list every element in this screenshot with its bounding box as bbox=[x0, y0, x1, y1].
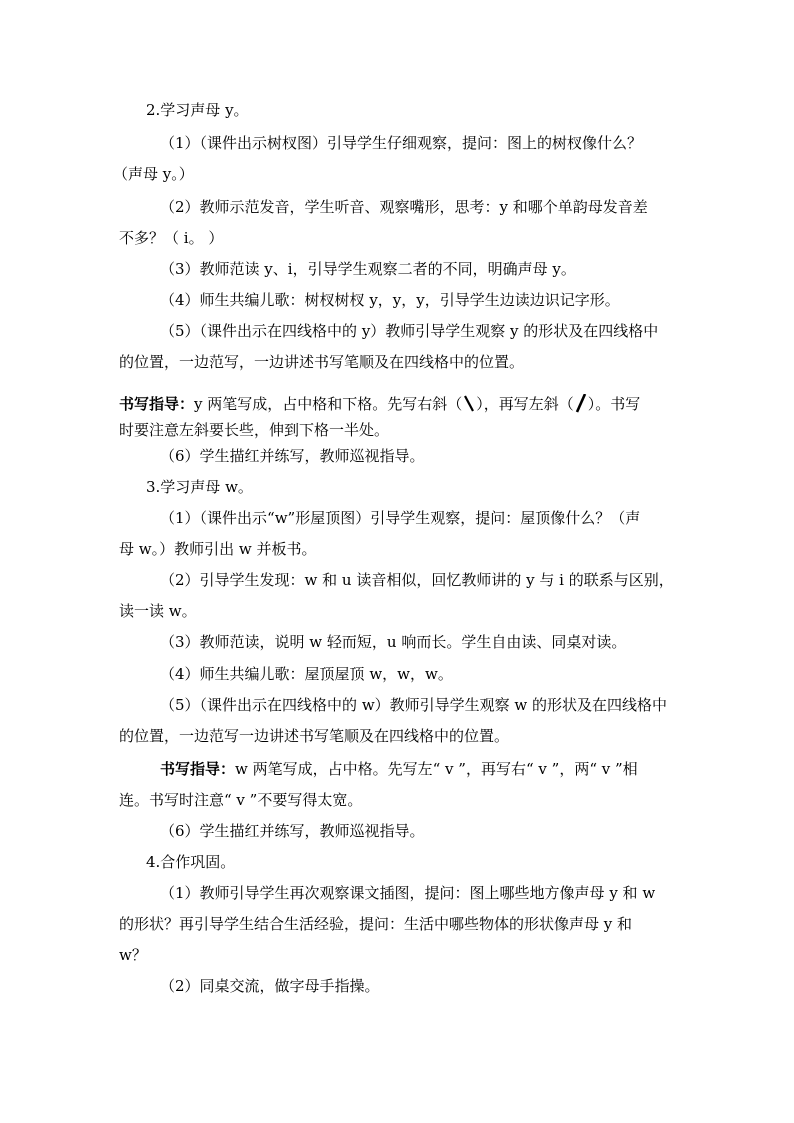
writing-guide-w bbox=[160, 759, 638, 779]
paragraph: （6）学生描红并练写，教师巡视指导。 bbox=[160, 447, 425, 465]
paragraph: （1）（课件出示“w”形屋顶图）引导学生观察，提问：屋顶像什么？（声 bbox=[160, 509, 641, 527]
paragraph: （3）教师范读 y、i，引导学生观察二者的不同，明确声母 y。 bbox=[160, 260, 576, 278]
paragraph: 的形状？再引导学生结合生活经验，提问：生活中哪些物体的形状像声母 y 和 bbox=[119, 915, 633, 933]
paragraph: （5）（课件出示在四线格中的 y）教师引导学生观察 y 的形状及在四线格中 bbox=[160, 322, 659, 340]
paragraph: w？ bbox=[119, 946, 147, 964]
paragraph: （3）教师范读，说明 w 轻而短，u 响而长。学生自由读、同桌对读。 bbox=[160, 633, 627, 651]
paragraph: （4）师生共编儿歌：树杈树杈 y，y，y，引导学生边读边识记字形。 bbox=[160, 291, 620, 309]
paragraph: （2）同桌交流，做字母手指操。 bbox=[160, 977, 380, 995]
writing-guide-text: ），再写左斜（ bbox=[476, 395, 574, 413]
paragraph: （2）教师示范发音，学生听音、观察嘴形，思考：y 和哪个单韵母发音差 bbox=[160, 198, 648, 216]
paragraph: （声母 y。） bbox=[113, 165, 194, 183]
paragraph: 读一读 w。 bbox=[119, 602, 197, 620]
writing-guide-label: 书写指导： bbox=[119, 395, 195, 413]
writing-guide-text: ）。书写 bbox=[587, 395, 641, 413]
paragraph: 连。书写时注意“ v ”不要写得太宽。 bbox=[119, 791, 363, 809]
right-slant-stroke-icon bbox=[462, 394, 476, 412]
paragraph: 的位置，一边范写，一边讲述书写笔顺及在四线格中的位置。 bbox=[119, 353, 525, 371]
section-heading-w: 3.学习声母 w。 bbox=[146, 478, 253, 496]
section-heading-y: 2.学习声母 y。 bbox=[146, 101, 249, 119]
paragraph: （1）（课件出示树杈图）引导学生仔细观察，提问：图上的树杈像什么？ bbox=[160, 134, 643, 152]
paragraph: （6）学生描红并练写，教师巡视指导。 bbox=[160, 822, 425, 840]
writing-guide-y bbox=[119, 394, 640, 414]
writing-guide-text: y 两笔写成，占中格和下格。先写右斜（ bbox=[194, 395, 463, 413]
paragraph: （1）教师引导学生再次观察课文插图，提问：图上哪些地方像声母 y 和 w bbox=[160, 884, 656, 902]
paragraph: （5）（课件出示在四线格中的 w）教师引导学生观察 w 的形状及在四线格中 bbox=[160, 696, 668, 714]
paragraph: 母 w。）教师引出 w 并板书。 bbox=[119, 540, 317, 558]
paragraph: （2）引导学生发现：w 和 u 读音相似，回忆教师讲的 y 与 i 的联系与区别， bbox=[160, 571, 674, 589]
paragraph: 不多？（ i。 ） bbox=[119, 229, 224, 247]
paragraph: 的位置，一边范写一边讲述书写笔顺及在四线格中的位置。 bbox=[119, 727, 510, 745]
paragraph: （4）师生共编儿歌：屋顶屋顶 w，w，w。 bbox=[160, 665, 453, 683]
left-slant-stroke-icon bbox=[574, 394, 588, 412]
writing-guide-text: w 两笔写成，占中格。先写左“ v ”，再写右“ v ”，两“ v ”相 bbox=[235, 760, 638, 778]
writing-guide-label: 书写指导： bbox=[160, 760, 236, 778]
paragraph: 时要注意左斜要长些，伸到下格一半处。 bbox=[119, 421, 390, 439]
section-heading-consolidate: 4.合作巩固。 bbox=[146, 853, 236, 871]
